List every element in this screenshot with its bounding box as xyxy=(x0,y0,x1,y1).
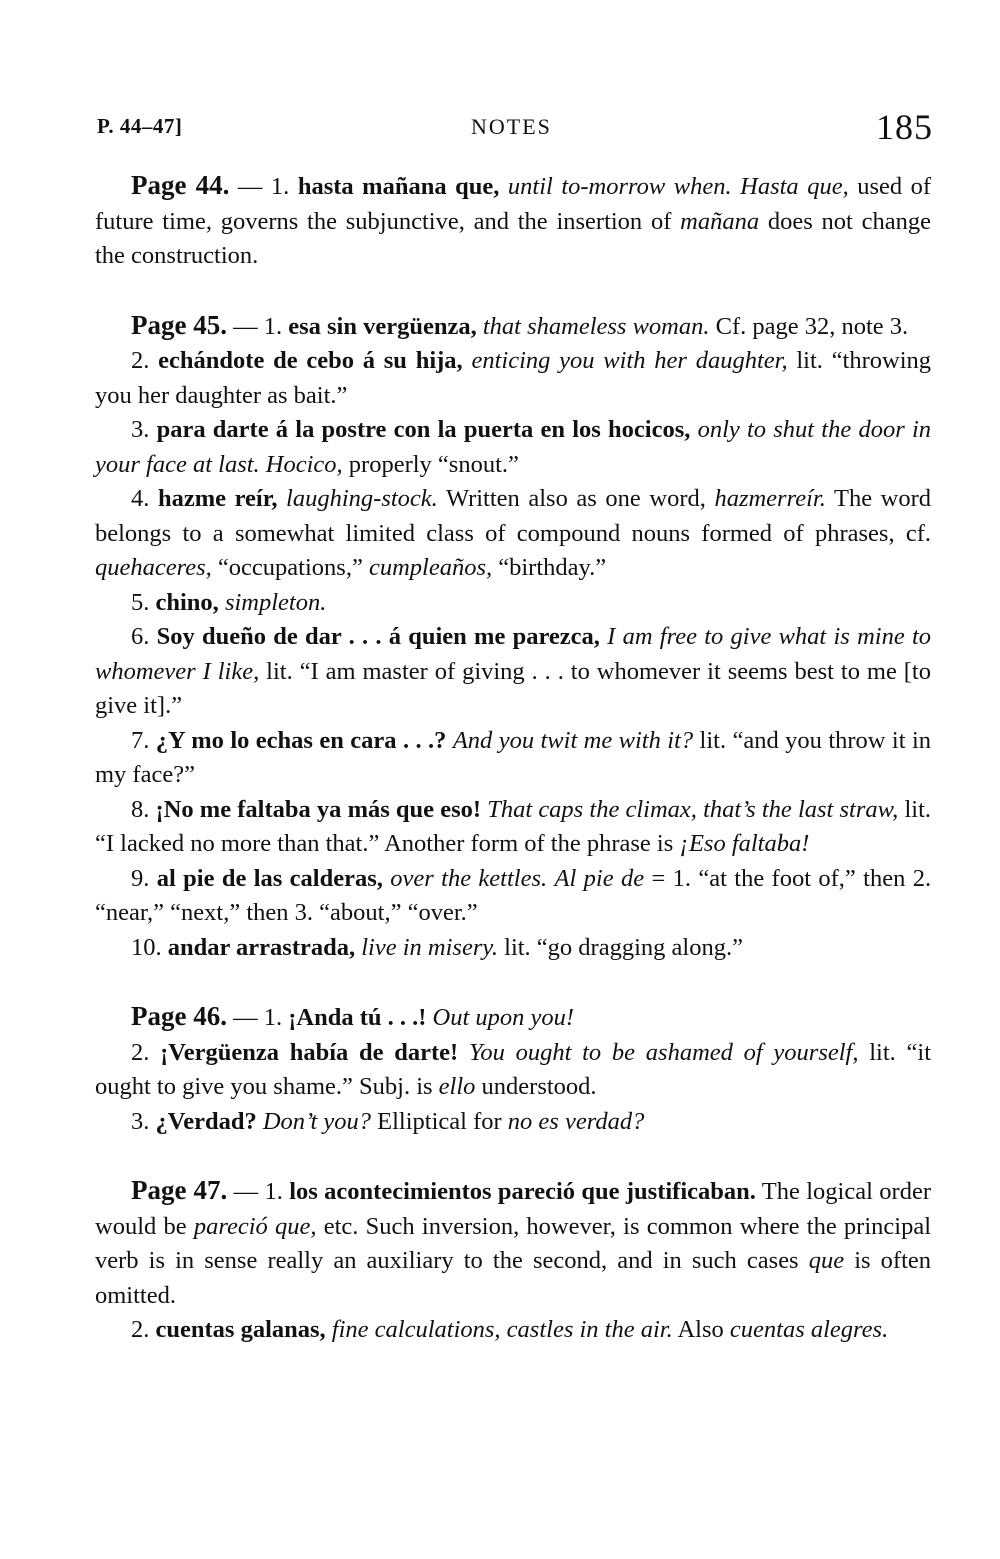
note-text: 1. xyxy=(264,1178,290,1205)
note-text: 3. xyxy=(131,416,157,443)
translation-text: que xyxy=(808,1247,845,1274)
note-text: The word belongs to a somewhat limited class of compound nouns formed of phrases, cf. xyxy=(95,485,932,547)
note-text: 2. xyxy=(131,1316,156,1343)
note-text xyxy=(690,416,697,443)
translation-text: laughing-stock. xyxy=(286,485,438,512)
note-text: lit. “I lacked no more than that.” Another form of the phrase is xyxy=(95,795,932,857)
note-paragraph xyxy=(95,1313,931,1348)
note-paragraph: Page 44. — 1. hasta mañana que, until to-morrow when. Hasta que, used of future time, governs the subjunctive, and the insertion of mañana does not change the construction. xyxy=(95,170,932,269)
note-text: Elliptical for xyxy=(371,1107,508,1135)
note-paragraph xyxy=(95,1036,931,1105)
translation-text: no es verdad? xyxy=(507,1107,645,1135)
translation-text: until to-morrow when. xyxy=(507,173,732,200)
translation-text: cumpleaños, xyxy=(368,554,493,581)
note-text: 1. xyxy=(263,1004,289,1031)
translation-text: hazmerreír. xyxy=(714,485,826,512)
spanish-phrase: ¿Y mo lo echas en cara . . .? xyxy=(155,726,447,754)
spanish-phrase: hazme reír, xyxy=(157,485,278,512)
note-paragraph xyxy=(95,793,931,862)
note-paragraph xyxy=(95,724,931,793)
translation-text: ¡Eso faltaba! xyxy=(679,830,810,857)
note-text: 10. xyxy=(131,933,168,961)
note-text: The logical order would be xyxy=(95,1178,931,1240)
translation-text: Hasta que, xyxy=(740,173,849,200)
note-text: properly “snout.” xyxy=(342,450,519,478)
translation-text: That caps the climax, that’s the last straw, xyxy=(487,795,899,823)
translation-text: ello xyxy=(438,1073,476,1100)
note-text xyxy=(547,865,554,892)
note-text: understood. xyxy=(475,1073,597,1100)
note-text: lit. “and you throw it in my face?” xyxy=(95,726,932,788)
note-text: 7. xyxy=(131,726,156,754)
spanish-phrase: chino, xyxy=(155,588,219,616)
note-text: 9. xyxy=(131,864,157,892)
translation-text: only to shut the door in your face at last. xyxy=(95,416,932,478)
page-range: P. 44–47] xyxy=(97,114,183,138)
page-reference-label: Page 45. xyxy=(131,309,227,340)
note-text: “occupations,” xyxy=(211,554,369,581)
translation-text: simpleton. xyxy=(224,588,327,616)
translation-text: And you twit me with it? xyxy=(452,726,694,754)
translation-text: Don’t you? xyxy=(262,1107,372,1135)
translation-text: I am free to give what is mine to whomever I like, xyxy=(95,623,932,685)
page-number: 185 xyxy=(876,107,933,147)
note-text: used of future time, governs the subjunctive, and the insertion of xyxy=(95,173,932,235)
note-text: “birthday.” xyxy=(492,554,607,581)
running-title: NOTES xyxy=(471,114,552,139)
note-text: is often omitted. xyxy=(95,1247,931,1309)
note-text: Also xyxy=(672,1316,730,1343)
spanish-phrase: para darte á la postre con la puerta en los hocicos, xyxy=(156,416,691,443)
translation-text: Hocico, xyxy=(265,450,343,478)
note-paragraph xyxy=(95,1105,931,1140)
translation-text: enticing you with her daughter, xyxy=(471,347,788,374)
spanish-phrase: esa sin vergüenza, xyxy=(288,312,477,340)
note-section xyxy=(95,999,931,1139)
spanish-phrase: hasta mañana que, xyxy=(297,173,500,200)
translation-text: live in misery. xyxy=(361,933,499,961)
note-text xyxy=(277,485,286,512)
spanish-phrase: andar arrastrada, xyxy=(167,933,356,961)
note-text: = 1. “at the foot of,” then 2. “near,” “next,” then 3. “about,” “over.” xyxy=(95,864,932,926)
translation-text: pareció que, xyxy=(193,1212,317,1240)
page-reference-label: Page 44. xyxy=(131,170,230,200)
note-paragraph xyxy=(95,413,931,482)
note-text: lit. “go dragging along.” xyxy=(498,933,743,961)
spanish-phrase: Soy dueño de dar . . . á quien me parezca, xyxy=(156,623,600,650)
page-reference-label: Page 47. xyxy=(131,1175,228,1205)
page-reference-label: Page 46. xyxy=(131,1001,227,1031)
note-text: 2. xyxy=(131,347,159,374)
spanish-phrase: los acontecimientos pareció que justificaban. xyxy=(289,1178,756,1205)
note-text: lit. “it ought to give you shame.” Subj. is xyxy=(95,1038,931,1100)
note-paragraph: Page 45. — 1. esa sin vergüenza, that shameless woman. Cf. page 32, note 3. xyxy=(131,309,909,340)
note-text: 3. xyxy=(131,1107,156,1135)
translation-text: Out upon you! xyxy=(432,1004,575,1031)
note-text: 1. xyxy=(270,173,298,200)
note-paragraph xyxy=(95,482,931,586)
translation-text: that shameless woman. xyxy=(482,312,710,340)
note-text: Written also as one word, xyxy=(437,485,715,512)
translation-text: fine calculations, castles in the air. xyxy=(331,1316,673,1343)
translation-text: You ought to be ashamed of yourself, xyxy=(468,1038,859,1066)
spanish-phrase: echándote de cebo á su hija, xyxy=(158,347,463,374)
note-section xyxy=(95,1173,931,1348)
translation-text: quehaceres, xyxy=(95,554,212,581)
translation-text: Al pie de xyxy=(554,864,645,892)
note-text: 8. xyxy=(131,795,156,823)
translation-text: mañana xyxy=(680,207,760,235)
note-text xyxy=(732,173,741,200)
running-head xyxy=(97,106,935,152)
note-paragraph: Page 47. — 1. los acontecimientos pareció que justificaban. The logical order would be pareció que, etc. Such inversion, however, is common where the principal verb is in sense really an auxiliary to the second, and in such cases que is often omitted. xyxy=(95,1175,932,1309)
translation-text: over the kettles. xyxy=(390,864,548,892)
note-text: lit. “throwing you her daughter as bait.” xyxy=(95,347,932,409)
spanish-phrase: cuentas galanas, xyxy=(155,1316,326,1343)
spanish-phrase: al pie de las calderas, xyxy=(156,864,383,892)
note-section xyxy=(95,168,931,274)
note-paragraph: Page 46. — 1. ¡Anda tú . . .! Out upon you! xyxy=(131,1001,575,1031)
note-text: does not change the construction. xyxy=(95,207,931,269)
spanish-phrase: ¿Verdad? xyxy=(155,1107,257,1135)
translation-text: cuentas alegres. xyxy=(729,1316,889,1343)
spanish-phrase: ¡No me faltaba ya más que eso! xyxy=(155,795,482,823)
note-paragraph xyxy=(95,862,931,931)
note-text: 2. xyxy=(131,1038,161,1066)
note-text: lit. “I am master of giving . . . to whomever it seems best to me [to give it].” xyxy=(95,657,931,719)
note-text: Cf. page 32, note 3. xyxy=(709,312,909,340)
note-paragraph xyxy=(95,620,931,724)
notes-body xyxy=(95,168,931,1348)
spanish-phrase: ¡Vergüenza había de darte! xyxy=(160,1038,459,1066)
note-paragraph xyxy=(95,344,931,413)
note-text: 1. xyxy=(263,312,289,340)
note-text: etc. Such inversion, however, is common where the principal verb is in sense really an auxiliary to the second, and in such cases xyxy=(95,1212,932,1274)
note-text: 5. xyxy=(131,588,156,616)
note-paragraph xyxy=(95,931,931,966)
spanish-phrase: ¡Anda tú . . .! xyxy=(288,1004,427,1031)
note-text xyxy=(458,1039,469,1066)
note-paragraph xyxy=(95,586,931,621)
note-text: 6. xyxy=(131,623,157,650)
note-text xyxy=(499,173,508,200)
note-text: 4. xyxy=(131,485,158,512)
note-section xyxy=(95,308,931,966)
